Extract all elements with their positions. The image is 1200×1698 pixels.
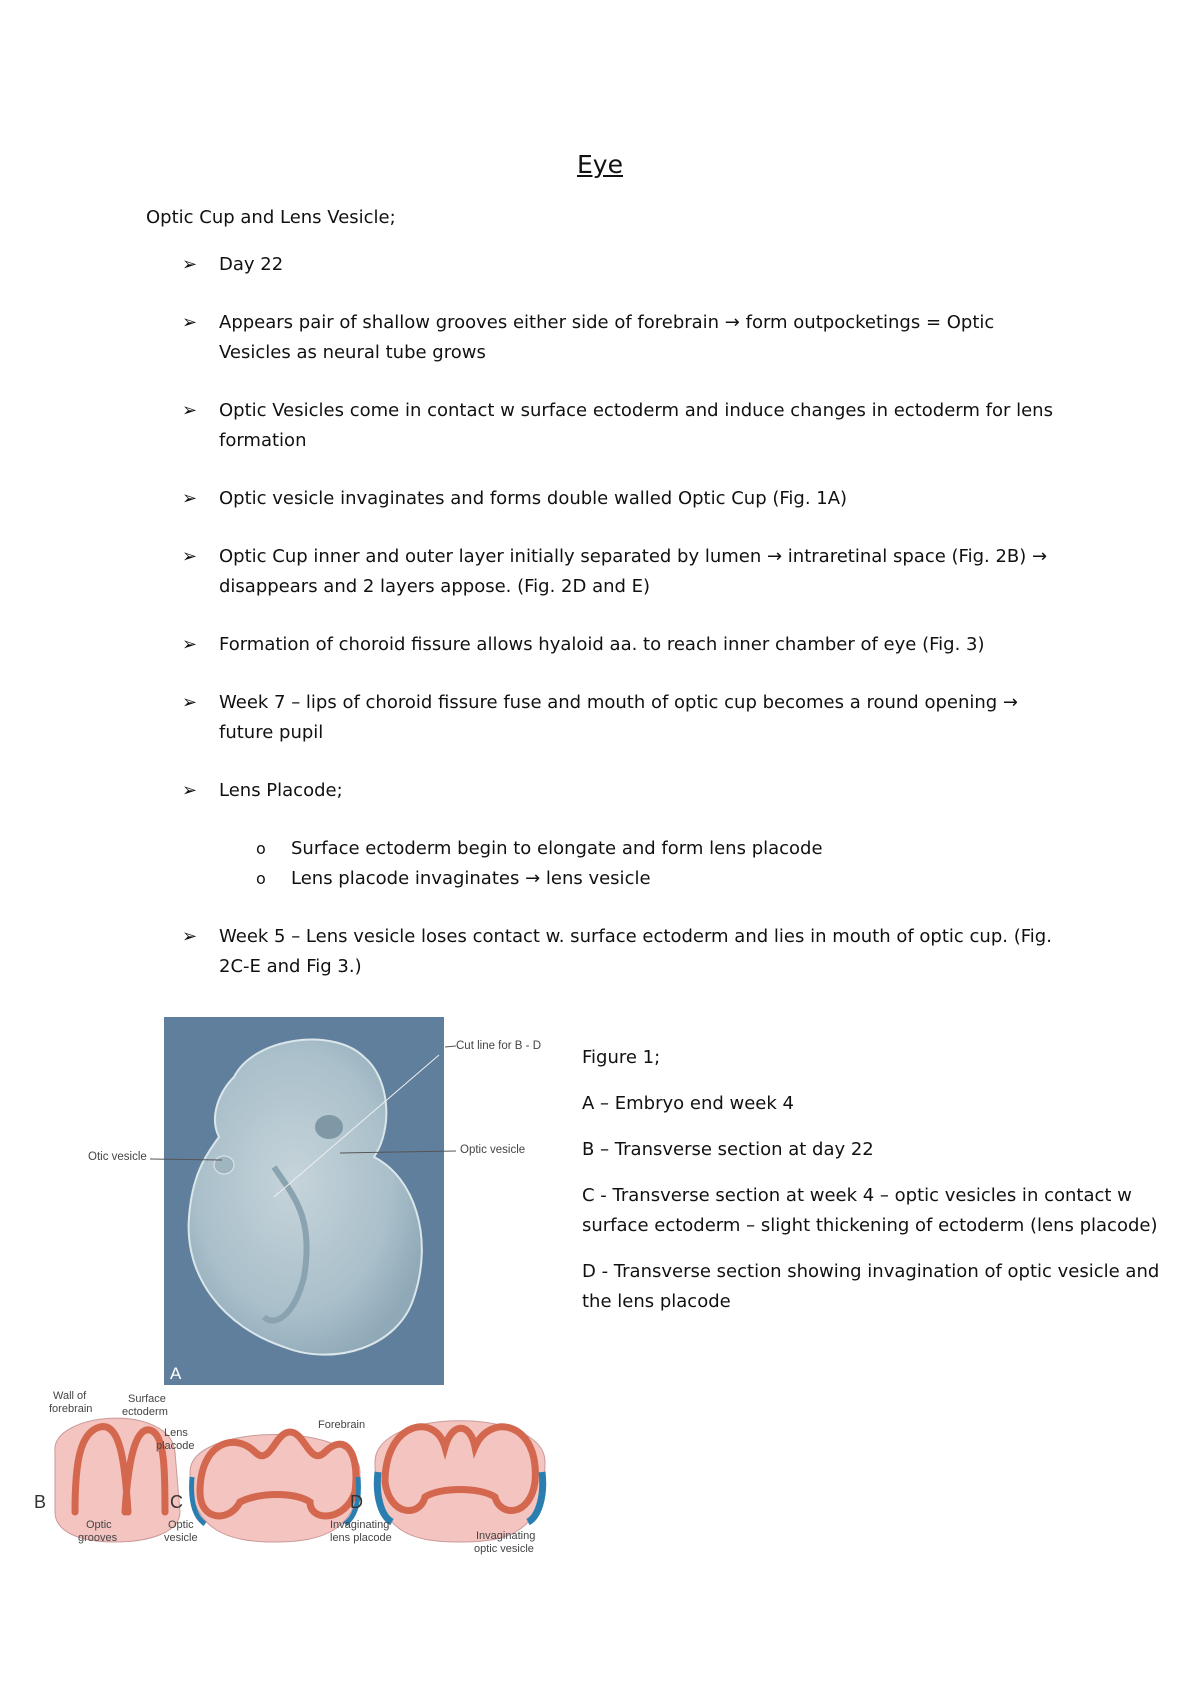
sub-item-text: Surface ectoderm begin to elongate and form lens placode bbox=[291, 838, 823, 859]
bullet-text: Optic Cup inner and outer layer initially separated by lumen → intraretinal space (Fig. 2B) → disappears and 2 layers appose. (Fig. 2D and E) bbox=[219, 546, 1048, 597]
bullet-item bbox=[182, 630, 1062, 660]
circle-bullet-icon: o bbox=[256, 839, 266, 858]
bullet-item bbox=[182, 922, 1062, 982]
otic-vesicle-label: Otic vesicle bbox=[88, 1151, 147, 1163]
figure-letter-d: D bbox=[350, 1492, 363, 1512]
label-lens-1: Lens bbox=[164, 1427, 188, 1439]
bullet-text: Lens Placode; bbox=[219, 780, 343, 801]
label-wall-1: Wall of bbox=[53, 1390, 87, 1402]
caption-line: B – Transverse section at day 22 bbox=[582, 1139, 874, 1160]
embryo-photo bbox=[164, 1017, 444, 1385]
arrow-bullet-icon: ➢ bbox=[182, 254, 198, 275]
label-lens-2: placode bbox=[156, 1440, 195, 1452]
label-wall-2: forebrain bbox=[49, 1403, 93, 1415]
bullet-text: Week 5 – Lens vesicle loses contact w. surface ectoderm and lies in mouth of optic cup. (Fig. 2C-E and Fig 3.) bbox=[219, 926, 1052, 977]
bullet-text: Optic vesicle invaginates and forms double walled Optic Cup (Fig. 1A) bbox=[219, 488, 848, 509]
arrow-bullet-icon: ➢ bbox=[182, 488, 198, 509]
sub-item bbox=[256, 864, 1062, 894]
optic-vesicle-label: Optic vesicle bbox=[460, 1144, 526, 1156]
sub-item bbox=[256, 834, 1062, 864]
bullet-item bbox=[182, 542, 1062, 602]
label-optic-vesicle-2: vesicle bbox=[164, 1532, 198, 1544]
caption-line: Figure 1; bbox=[582, 1047, 661, 1068]
label-inv-lens-1: Invaginating bbox=[330, 1519, 390, 1531]
label-inv-optic-1: Invaginating bbox=[476, 1530, 536, 1542]
bullet-item bbox=[182, 688, 1062, 748]
label-optic-grooves-1: Optic bbox=[86, 1519, 112, 1531]
bullet-item bbox=[182, 484, 1062, 514]
label-forebrain: Forebrain bbox=[318, 1419, 366, 1431]
label-surface-2: ectoderm bbox=[122, 1406, 168, 1418]
arrow-bullet-icon: ➢ bbox=[182, 780, 198, 801]
section-subtitle: Optic Cup and Lens Vesicle; bbox=[146, 207, 396, 228]
arrow-bullet-icon: ➢ bbox=[182, 400, 198, 421]
bullet-text: Optic Vesicles come in contact w surface ectoderm and induce changes in ectoderm for lens formation bbox=[219, 400, 1053, 451]
figure-letter-b: B bbox=[34, 1492, 47, 1512]
label-inv-optic-2: optic vesicle bbox=[474, 1543, 534, 1555]
caption-line: D - Transverse section showing invagination of optic vesicle and the lens placode bbox=[582, 1261, 1160, 1312]
bullet-list bbox=[182, 250, 1062, 1010]
figure-letter-c: C bbox=[170, 1492, 183, 1512]
arrow-bullet-icon: ➢ bbox=[182, 634, 198, 655]
figure-letter-a: A bbox=[170, 1364, 182, 1383]
caption-line: C - Transverse section at week 4 – optic vesicles in contact w surface ectoderm – slight thickening of ectoderm (lens placode) bbox=[582, 1185, 1158, 1236]
label-inv-lens-2: lens placode bbox=[330, 1532, 392, 1544]
caption-line: A – Embryo end week 4 bbox=[582, 1093, 794, 1114]
bullet-text: Week 7 – lips of choroid fissure fuse and mouth of optic cup becomes a round opening → future pupil bbox=[219, 692, 1019, 743]
label-optic-grooves-2: grooves bbox=[78, 1532, 118, 1544]
sub-item-text: Lens placode invaginates → lens vesicle bbox=[291, 868, 651, 889]
bullet-item bbox=[182, 776, 1062, 894]
arrow-bullet-icon: ➢ bbox=[182, 546, 198, 567]
arrow-bullet-icon: ➢ bbox=[182, 926, 198, 947]
arrow-bullet-icon: ➢ bbox=[182, 312, 198, 333]
arrow-bullet-icon: ➢ bbox=[182, 692, 198, 713]
bullet-item bbox=[182, 308, 1062, 368]
cut-line-label: Cut line for B - D bbox=[456, 1040, 541, 1052]
label-surface-1: Surface bbox=[128, 1393, 166, 1405]
label-optic-vesicle-1: Optic bbox=[168, 1519, 194, 1531]
figure-captions bbox=[582, 1043, 1162, 1333]
circle-bullet-icon: o bbox=[256, 869, 266, 888]
sub-list bbox=[256, 834, 1062, 894]
page-title: Eye bbox=[577, 150, 623, 179]
bullet-text: Day 22 bbox=[219, 254, 284, 275]
bullet-item bbox=[182, 396, 1062, 456]
bullet-text: Formation of choroid fissure allows hyaloid aa. to reach inner chamber of eye (Fig. 3) bbox=[219, 634, 985, 655]
bullet-text: Appears pair of shallow grooves either side of forebrain → form outpocketings = Optic Vesicles as neural tube grows bbox=[219, 312, 995, 363]
bullet-item bbox=[182, 250, 1062, 280]
